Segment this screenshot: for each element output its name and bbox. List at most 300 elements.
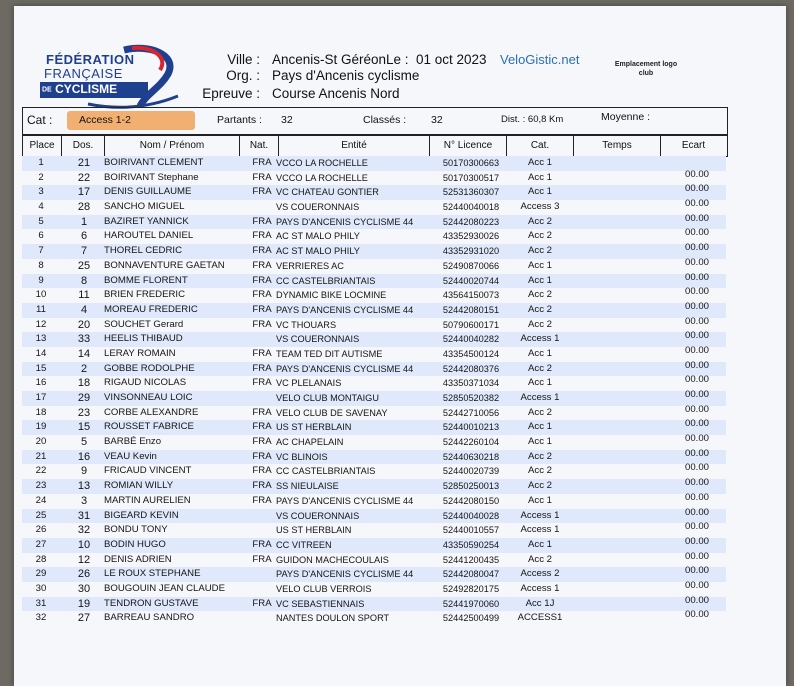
row-name: BONNAVENTURE GAETAN xyxy=(104,259,225,271)
row-place: 24 xyxy=(35,494,47,506)
row-place: 23 xyxy=(35,480,47,492)
row-nat: FRA xyxy=(252,421,272,433)
row-name: LERAY ROMAIN xyxy=(104,347,176,359)
row-entite: PAYS D'ANCENIS CYCLISME 44 xyxy=(276,216,414,227)
row-cat: Access 2 xyxy=(520,568,560,580)
date-value: 01 oct 2023 xyxy=(416,52,487,67)
row-nat: FRA xyxy=(252,480,272,492)
row-place: 11 xyxy=(36,303,46,315)
table-row xyxy=(22,256,726,274)
row-place: 4 xyxy=(38,201,44,213)
row-ecart: 00.00 xyxy=(684,447,709,459)
table-row xyxy=(22,435,726,450)
row-entite: SS NIEULAISE xyxy=(276,481,339,492)
table-row xyxy=(22,315,726,333)
row-nat: FRA xyxy=(252,274,272,286)
row-ecart: 00.00 xyxy=(684,198,709,210)
row-cat: ACCESS1 xyxy=(517,612,563,624)
results-table xyxy=(22,156,726,626)
row-entite: VCCO LA ROCHELLE xyxy=(276,172,368,183)
row-licence: 50790600171 xyxy=(442,319,500,330)
table-row xyxy=(22,288,726,303)
table-row xyxy=(22,200,726,215)
row-nat: FRA xyxy=(252,289,272,301)
row-dos: 27 xyxy=(77,612,91,625)
row-place: 12 xyxy=(35,318,47,330)
row-ecart: 00.00 xyxy=(684,227,709,239)
row-name: BOMME FLORENT xyxy=(104,274,188,286)
row-entite: VELO CLUB VERROIS xyxy=(276,583,372,594)
row-ecart: 00.00 xyxy=(684,212,709,224)
col-place: Place xyxy=(23,136,62,156)
row-licence: 43352930026 xyxy=(442,231,500,242)
row-name: DENIS ADRIEN xyxy=(104,553,172,565)
row-ecart: 00.00 xyxy=(684,300,709,312)
row-ecart: 00.00 xyxy=(684,344,709,356)
row-place: 15 xyxy=(35,362,47,374)
row-entite: VC THOUARS xyxy=(276,319,337,330)
row-licence: 52442500499 xyxy=(442,613,500,624)
col-nat: Nat. xyxy=(240,136,279,156)
le-label: Le : xyxy=(386,52,409,67)
row-licence: 52490870066 xyxy=(442,260,500,271)
row-name: LE ROUX STEPHANE xyxy=(104,568,201,580)
table-row xyxy=(22,535,726,553)
row-cat: Acc 2 xyxy=(528,553,552,565)
table-row xyxy=(22,567,726,582)
row-name: BARREAU SANDRO xyxy=(104,612,195,624)
row-nat: FRA xyxy=(252,465,272,477)
row-licence: 43350371034 xyxy=(442,378,500,389)
row-entite: VCCO LA ROCHELLE xyxy=(276,158,368,168)
row-cat: Acc 2 xyxy=(528,362,552,374)
row-entite: PAYS D'ANCENIS CYCLISME 44 xyxy=(276,363,414,374)
row-place: 6 xyxy=(38,230,44,242)
col-cat: Cat. xyxy=(507,136,574,156)
ville-value: Ancenis-St Géréon xyxy=(272,52,387,67)
col-entite: Entité xyxy=(279,136,430,156)
row-entite: VELO CLUB DE SAVENAY xyxy=(276,407,388,418)
row-dos: 8 xyxy=(80,274,88,287)
row-name: BOIRIVANT Stephane xyxy=(104,171,199,183)
table-row xyxy=(22,271,726,289)
row-entite: VERRIERES AC xyxy=(276,260,344,271)
row-licence: 52850250013 xyxy=(442,481,500,492)
table-row xyxy=(22,229,726,244)
row-entite: VS COUERONNAIS xyxy=(276,202,360,213)
row-place: 27 xyxy=(35,538,47,550)
row-place: 32 xyxy=(35,612,47,624)
row-licence: 43354500124 xyxy=(442,348,500,359)
row-licence: 52440040018 xyxy=(442,202,500,213)
row-name: BOUGOUIN JEAN CLAUDE xyxy=(104,582,226,594)
row-entite: VS COUERONNAIS xyxy=(276,334,360,345)
row-dos: 16 xyxy=(77,450,91,463)
row-licence: 50170300517 xyxy=(442,172,500,183)
row-licence: 52442080150 xyxy=(442,495,500,506)
row-dos: 25 xyxy=(77,259,91,272)
row-name: FRICAUD VINCENT xyxy=(104,465,192,477)
row-ecart: 00.00 xyxy=(684,168,709,180)
row-dos: 15 xyxy=(77,421,91,434)
row-cat: Acc 2 xyxy=(528,465,552,477)
row-ecart: 00.00 xyxy=(684,418,709,430)
col-dos: Dos. xyxy=(62,136,105,156)
row-licence: 43564150073 xyxy=(442,290,500,301)
table-row xyxy=(22,579,726,597)
row-ecart: 00.00 xyxy=(684,359,709,371)
table-row xyxy=(22,611,726,626)
row-cat: Acc 2 xyxy=(528,230,552,242)
row-nat: FRA xyxy=(252,318,272,330)
table-row xyxy=(22,420,726,435)
row-ecart: 00.00 xyxy=(684,433,709,445)
row-dos: 23 xyxy=(77,406,91,419)
row-dos: 32 xyxy=(77,524,91,537)
row-name: BARBÉ Enzo xyxy=(104,436,162,448)
row-ecart: 00.00 xyxy=(684,594,709,606)
row-place: 10 xyxy=(35,289,47,301)
row-cat: Acc 1 xyxy=(528,157,552,168)
table-row xyxy=(22,376,726,391)
row-dos: 19 xyxy=(77,597,91,610)
row-nat: FRA xyxy=(252,538,272,550)
row-ecart: 00.00 xyxy=(684,565,709,577)
row-entite: AC ST MALO PHILY xyxy=(276,231,360,242)
row-entite: VC PLELANAIS xyxy=(276,378,342,389)
col-name: Nom / Prénom xyxy=(105,136,240,156)
row-nat: FRA xyxy=(252,347,272,359)
row-cat: Acc 2 xyxy=(528,318,552,330)
row-dos: 14 xyxy=(77,347,91,360)
row-nat: FRA xyxy=(252,186,272,198)
row-cat: Acc 2 xyxy=(528,245,552,257)
row-name: SOUCHET Gerard xyxy=(104,318,184,330)
row-dos: 11 xyxy=(78,289,90,302)
row-entite: CC CASTELBRIANTAIS xyxy=(276,275,376,286)
partants-value: 32 xyxy=(281,114,293,126)
row-cat: Access 3 xyxy=(520,201,560,213)
row-licence: 52441200435 xyxy=(442,554,500,565)
row-name: VEAU Kevin xyxy=(104,450,157,462)
row-name: BAZIRET YANNICK xyxy=(104,215,189,227)
row-place: 16 xyxy=(35,377,47,389)
row-ecart: 00.00 xyxy=(684,315,709,327)
row-name: HEELIS THIBAUD xyxy=(104,333,183,345)
row-cat: Acc 1 xyxy=(528,436,552,448)
row-place: 30 xyxy=(35,582,47,594)
row-cat: Acc 1 xyxy=(528,259,552,271)
row-entite: VC BLINOIS xyxy=(276,451,328,462)
table-row xyxy=(22,403,726,421)
row-dos: 21 xyxy=(77,157,91,169)
row-entite: VC CHATEAU GONTIER xyxy=(276,187,379,198)
row-ecart: 00.00 xyxy=(684,183,709,195)
partants-label: Partants : xyxy=(217,114,262,126)
cat-value: Access 1-2 xyxy=(79,114,131,126)
row-entite: CC VITREEN xyxy=(276,539,332,550)
row-entite: PAYS D'ANCENIS CYCLISME 44 xyxy=(276,495,414,506)
row-nat: FRA xyxy=(252,553,272,565)
row-place: 20 xyxy=(35,436,47,448)
row-dos: 5 xyxy=(80,436,88,449)
row-licence: 52440630218 xyxy=(442,451,500,462)
row-cat: Acc 1 xyxy=(528,171,552,183)
row-nat: FRA xyxy=(252,494,272,506)
row-dos: 12 xyxy=(77,553,91,566)
row-ecart: 00.00 xyxy=(684,609,709,621)
col-ecart: Ecart xyxy=(681,140,706,151)
row-name: BOIRIVANT CLEMENT xyxy=(104,157,204,168)
results-sheet xyxy=(14,6,786,686)
row-name: MOREAU FREDERIC xyxy=(104,303,198,315)
row-entite: GUIDON MACHECOULAIS xyxy=(276,554,389,565)
row-dos: 29 xyxy=(77,392,91,404)
table-row xyxy=(22,156,726,171)
table-row xyxy=(22,506,726,524)
row-licence: 43350590254 xyxy=(442,539,500,550)
row-licence: 52442080151 xyxy=(442,304,500,315)
classes-value: 32 xyxy=(431,114,443,126)
row-place: 3 xyxy=(38,186,44,198)
row-ecart: 00.00 xyxy=(684,271,709,283)
row-nat: FRA xyxy=(252,157,272,168)
table-row xyxy=(22,523,726,538)
row-ecart: 00.00 xyxy=(684,491,709,503)
row-entite: TEAM TED DIT AUTISME xyxy=(276,348,383,359)
row-nat: FRA xyxy=(252,303,272,315)
row-licence: 52531360307 xyxy=(442,187,500,198)
row-licence: 52441970060 xyxy=(442,598,500,609)
row-place: 7 xyxy=(38,245,44,257)
row-name: CORBE ALEXANDRE xyxy=(104,406,199,418)
row-entite: CC CASTELBRIANTAIS xyxy=(276,466,376,477)
row-ecart: 00.00 xyxy=(684,286,709,298)
row-place: 1 xyxy=(38,157,44,168)
row-cat: Acc 2 xyxy=(528,303,552,315)
row-nat: FRA xyxy=(252,450,272,462)
row-entite: US ST HERBLAIN xyxy=(276,422,352,433)
ville-label: Ville : xyxy=(227,52,260,67)
row-ecart: 00.00 xyxy=(684,535,709,547)
row-dos: 31 xyxy=(77,509,91,522)
row-name: GOBBE RODOLPHE xyxy=(104,362,195,374)
row-dos: 3 xyxy=(80,494,88,507)
ffc-logo xyxy=(28,44,178,106)
row-dos: 10 xyxy=(77,538,91,551)
row-name: TENDRON GUSTAVE xyxy=(104,597,199,609)
row-name: MARTIN AURELIEN xyxy=(104,494,191,506)
table-row xyxy=(22,491,726,509)
row-licence: 52442080376 xyxy=(442,363,500,374)
distance: Dist. : 60,8 Km xyxy=(501,114,564,125)
row-licence: 50170300663 xyxy=(442,158,500,168)
row-name: RIGAUD NICOLAS xyxy=(104,377,187,389)
row-dos: 30 xyxy=(77,582,91,595)
row-licence: 52442260104 xyxy=(442,437,500,448)
table-row xyxy=(22,212,726,230)
row-cat: Acc 1 xyxy=(528,347,552,359)
row-ecart: 00.00 xyxy=(684,256,709,268)
logo-line-3 xyxy=(42,82,117,96)
row-ecart: 00.00 xyxy=(684,579,709,591)
row-place: 17 xyxy=(35,392,47,403)
row-entite: PAYS D'ANCENIS CYCLISME 44 xyxy=(276,569,414,580)
row-cat: Access 1 xyxy=(520,392,560,403)
row-place: 29 xyxy=(35,568,47,580)
emplacement-logo-club: Emplacement logo club xyxy=(614,61,678,77)
row-nat: FRA xyxy=(252,406,272,418)
row-ecart: 00.00 xyxy=(684,477,709,489)
row-place: 19 xyxy=(35,421,47,433)
row-place: 26 xyxy=(35,524,47,536)
row-cat: Access 1 xyxy=(520,509,560,521)
row-cat: Acc 1 xyxy=(528,377,552,389)
row-name: HAROUTEL DANIEL xyxy=(104,230,194,242)
table-row xyxy=(22,594,726,612)
row-name: BIGEARD KEVIN xyxy=(104,509,179,521)
row-ecart: 00.00 xyxy=(684,521,709,533)
row-dos: 17 xyxy=(77,186,91,199)
col-licence: N° Licence xyxy=(430,136,507,156)
row-entite: PAYS D'ANCENIS CYCLISME 44 xyxy=(276,304,414,315)
row-place: 22 xyxy=(35,465,47,477)
row-place: 21 xyxy=(35,450,47,462)
table-row xyxy=(22,550,726,568)
row-name: ROUSSET FABRICE xyxy=(104,421,194,433)
row-ecart: 00.00 xyxy=(684,330,709,342)
col-temps: Temps xyxy=(574,136,661,156)
row-ecart: 00.00 xyxy=(684,389,709,400)
table-row xyxy=(22,447,726,465)
row-dos: 28 xyxy=(77,201,91,214)
row-nat: FRA xyxy=(252,230,272,242)
logo-line-2: FRANÇAISE xyxy=(44,66,123,81)
org-label: Org. : xyxy=(226,68,260,83)
row-entite: VELO CLUB MONTAIGU xyxy=(276,393,379,403)
row-name: BODIN HUGO xyxy=(104,538,166,550)
row-place: 2 xyxy=(38,171,44,183)
row-licence: 52440010557 xyxy=(442,525,500,536)
row-licence: 52440040028 xyxy=(442,510,500,521)
logo-line-1: FÉDÉRATION xyxy=(46,52,135,67)
row-cat: Acc 1 xyxy=(528,186,552,198)
epreuve-value: Course Ancenis Nord xyxy=(272,86,400,101)
row-cat: Acc 1 xyxy=(528,494,552,506)
table-header xyxy=(22,135,728,157)
row-entite: VC SEBASTIENNAIS xyxy=(276,598,365,609)
row-dos: 20 xyxy=(77,318,91,331)
row-dos: 4 xyxy=(80,303,88,316)
velogistic-brand: VeloGistic.net xyxy=(500,52,580,67)
row-licence: 52440020739 xyxy=(442,466,500,477)
row-place: 5 xyxy=(38,215,44,227)
category-summary xyxy=(22,107,728,135)
row-dos: 33 xyxy=(77,333,91,346)
row-dos: 26 xyxy=(77,568,91,581)
org-value: Pays d'Ancenis cyclisme xyxy=(272,68,420,83)
row-place: 18 xyxy=(35,406,47,418)
row-licence: 52440020744 xyxy=(442,275,500,286)
row-place: 14 xyxy=(35,347,47,359)
row-nat: FRA xyxy=(252,245,272,257)
row-cat: Acc 2 xyxy=(528,450,552,462)
row-cat: Acc 1 xyxy=(528,538,552,550)
table-row xyxy=(22,185,726,200)
logo-de: DE xyxy=(42,86,52,94)
row-place: 13 xyxy=(35,333,47,345)
row-place: 28 xyxy=(35,553,47,565)
row-ecart: 00.00 xyxy=(684,550,709,562)
logo-cyclisme: CYCLISME xyxy=(55,82,118,96)
row-nat: FRA xyxy=(252,171,272,183)
row-cat: Acc 2 xyxy=(528,215,552,227)
row-name: BRIEN FREDERIC xyxy=(104,289,186,301)
row-licence: 52440010213 xyxy=(442,422,500,433)
row-licence: 52442710056 xyxy=(442,407,500,418)
row-dos: 2 xyxy=(80,362,88,375)
row-licence: 52442080223 xyxy=(442,216,500,227)
row-cat: Acc 1 xyxy=(528,421,552,433)
row-place: 25 xyxy=(35,509,47,521)
row-name: DENIS GUILLAUME xyxy=(104,186,192,198)
row-dos: 7 xyxy=(80,245,88,258)
row-place: 8 xyxy=(38,259,44,271)
row-dos: 9 xyxy=(80,465,88,478)
row-name: ROMIAN WILLY xyxy=(104,480,174,492)
row-ecart: 00.00 xyxy=(684,462,709,474)
row-place: 9 xyxy=(38,274,44,286)
table-row xyxy=(22,300,726,318)
row-cat: Access 1 xyxy=(520,524,560,536)
table-row xyxy=(22,479,726,494)
table-row xyxy=(22,359,726,377)
table-row xyxy=(22,391,726,406)
epreuve-label: Epreuve : xyxy=(202,86,260,101)
classes-label: Classés : xyxy=(363,114,407,126)
row-licence: 52492820175 xyxy=(442,583,500,594)
row-ecart: 00.00 xyxy=(684,506,709,518)
row-nat: FRA xyxy=(252,377,272,389)
row-nat: FRA xyxy=(252,597,272,609)
cat-label: Cat : xyxy=(27,113,53,127)
row-cat: Acc 1 xyxy=(528,274,552,286)
row-name: BONDU TONY xyxy=(104,524,168,536)
row-dos: 18 xyxy=(77,377,91,390)
row-entite: US ST HERBLAIN xyxy=(276,525,352,536)
row-nat: FRA xyxy=(252,436,272,448)
row-cat: Acc 2 xyxy=(528,406,552,418)
row-cat: Acc 2 xyxy=(528,289,552,301)
table-row xyxy=(22,344,726,362)
moyenne-label: Moyenne : xyxy=(601,111,651,123)
table-row xyxy=(22,332,726,347)
table-row xyxy=(22,244,726,259)
row-dos: 13 xyxy=(77,480,91,493)
row-entite: AC ST MALO PHILY xyxy=(276,246,360,257)
row-name: SANCHO MIGUEL xyxy=(104,201,185,213)
row-licence: 43352931020 xyxy=(442,246,500,257)
row-nat: FRA xyxy=(252,362,272,374)
row-cat: Access 1 xyxy=(520,582,560,594)
row-ecart: 00.00 xyxy=(684,403,709,415)
table-row xyxy=(22,464,726,479)
table-row xyxy=(22,168,726,186)
row-cat: Acc 2 xyxy=(528,480,552,492)
row-dos: 22 xyxy=(77,171,91,184)
row-name: THOREL CEDRIC xyxy=(104,245,183,257)
row-place: 31 xyxy=(35,597,47,609)
